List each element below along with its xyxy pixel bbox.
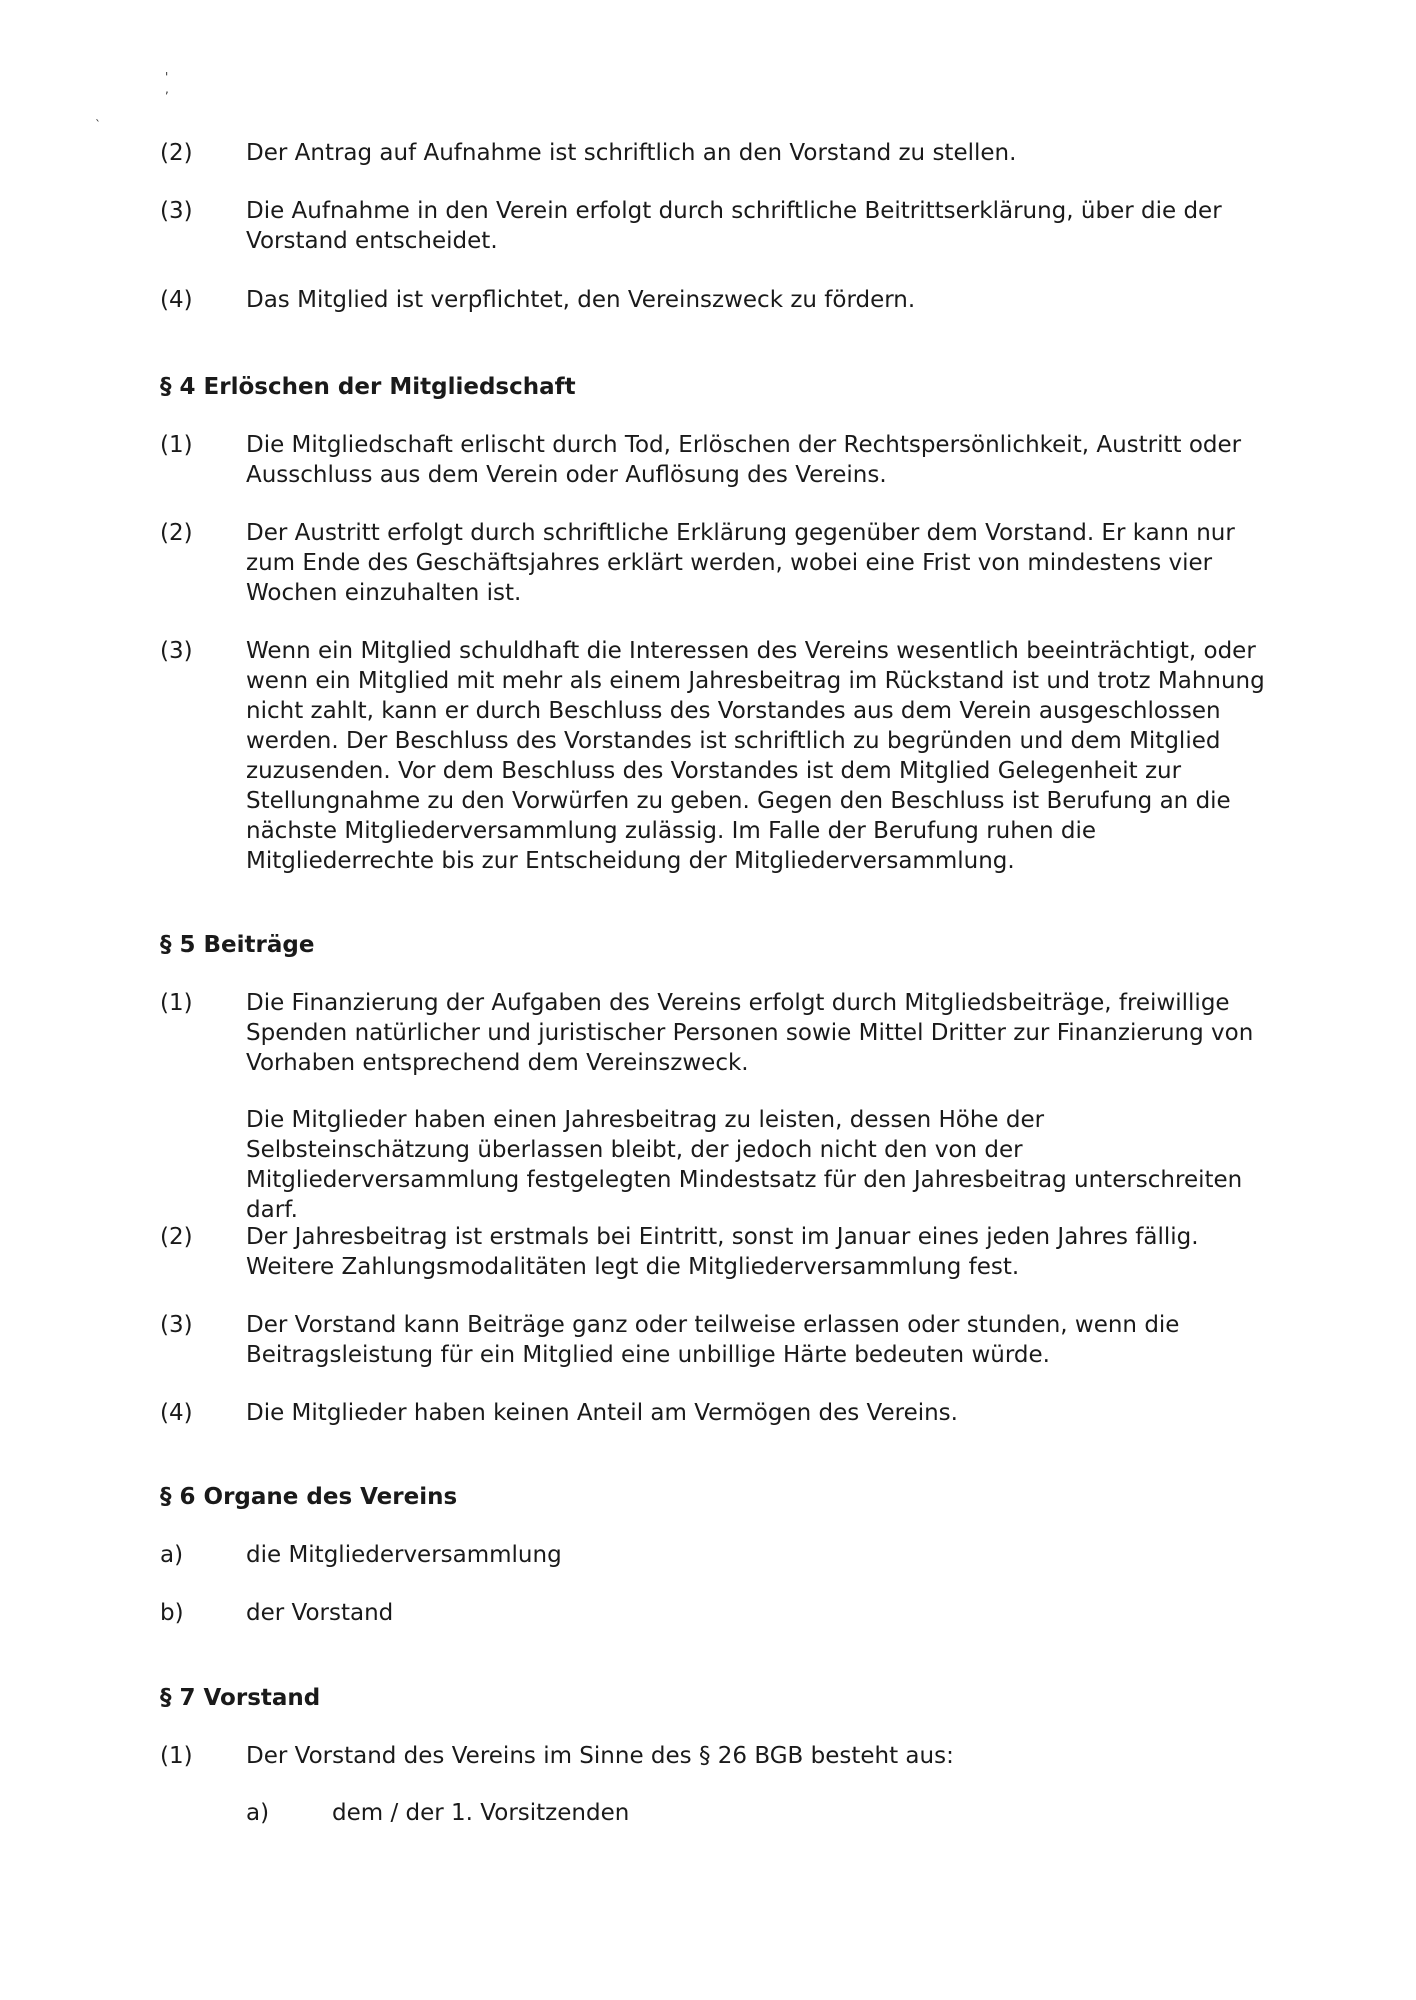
item-number: (4) xyxy=(160,287,193,313)
scan-mark: ' xyxy=(165,70,169,84)
item-number: a) xyxy=(160,1542,184,1568)
item-text: Wenn ein Mitglied schuldhaft die Interessen des Vereins wesentlich beeinträchtigt, oder wenn ein Mitglied mit mehr als einem Jahresbeitrag im Rückstand ist und trotz Mahnung nicht zahlt, kann er durch Beschluss des Vorstandes aus dem Verein ausgeschlossen werden. Der Beschluss des Vorstandes ist schriftlich zu begründen und dem Mitglied zuzusenden. Vor dem Beschluss des Vorstandes ist dem Mitglied Gelegenheit zur Stellungnahme zu den Vorwürfen zu geben. Gegen den Beschluss ist Berufung an die nächste Mitgliederversammlung zulässig. Im Falle der Berufung ruhen die Mitgliederrechte bis zur Entscheidung der Mitgliederversammlung. xyxy=(246,638,1265,874)
item-text: Die Aufnahme in den Verein erfolgt durch schriftliche Beitrittserklärung, über die der Vorstand entscheidet. xyxy=(246,198,1222,254)
item-number: a) xyxy=(246,1800,270,1826)
item-number: (1) xyxy=(160,990,193,1016)
item-number: (4) xyxy=(160,1400,193,1426)
item-number: b) xyxy=(160,1600,184,1626)
item-text: Das Mitglied ist verpflichtet, den Vereinszweck zu fördern. xyxy=(246,287,916,313)
paragraph-text: Die Mitglieder haben einen Jahresbeitrag zu leisten, dessen Höhe der Selbsteinschätzung überlassen bleibt, der jedoch nicht den von der Mitgliederversammlung festgelegten Mindestsatz für den Jahresbeitrag unterschreiten darf. xyxy=(246,1107,1243,1223)
section-heading: § 5 Beiträge xyxy=(160,932,315,958)
item-text: die Mitgliederversammlung xyxy=(246,1542,562,1568)
item-text: Der Austritt erfolgt durch schriftliche Erklärung gegenüber dem Vorstand. Er kann nur zum Ende des Geschäftsjahres erklärt werden, wobei eine Frist von mindestens vier Wochen einzuhalten ist. xyxy=(246,520,1235,606)
item-number: (2) xyxy=(160,1224,193,1250)
item-text: Der Vorstand kann Beiträge ganz oder teilweise erlassen oder stunden, wenn die Beitragsleistung für ein Mitglied eine unbillige Härte bedeuten würde. xyxy=(246,1312,1180,1368)
item-text: Die Mitgliedschaft erlischt durch Tod, Erlöschen der Rechtspersönlichkeit, Austritt oder Ausschluss aus dem Verein oder Auflösung des Vereins. xyxy=(246,432,1242,488)
item-text: Der Jahresbeitrag ist erstmals bei Eintritt, sonst im Januar eines jeden Jahres fällig. Weitere Zahlungsmodalitäten legt die Mitgliederversammlung fest. xyxy=(246,1224,1199,1280)
item-number: (1) xyxy=(160,432,193,458)
item-text: Die Finanzierung der Aufgaben des Vereins erfolgt durch Mitgliedsbeiträge, freiwillige Spenden natürlicher und juristischer Personen sowie Mittel Dritter zur Finanzierung von Vorhaben entsprechend dem Vereinszweck. xyxy=(246,990,1254,1076)
item-number: (2) xyxy=(160,520,193,546)
item-text: dem / der 1. Vorsitzenden xyxy=(332,1800,630,1826)
item-text: Die Mitglieder haben keinen Anteil am Vermögen des Vereins. xyxy=(246,1400,958,1426)
item-number: (3) xyxy=(160,638,193,664)
item-number: (3) xyxy=(160,1312,193,1338)
item-text: Der Antrag auf Aufnahme ist schriftlich an den Vorstand zu stellen. xyxy=(246,140,1017,166)
item-text: der Vorstand xyxy=(246,1600,394,1626)
scan-mark: , xyxy=(165,82,169,96)
item-text: Der Vorstand des Vereins im Sinne des § 26 BGB besteht aus: xyxy=(246,1743,954,1769)
section-heading: § 6 Organe des Vereins xyxy=(160,1484,458,1510)
section-heading: § 4 Erlöschen der Mitgliedschaft xyxy=(160,374,576,400)
section-heading: § 7 Vorstand xyxy=(160,1685,321,1711)
item-number: (1) xyxy=(160,1743,193,1769)
scan-mark: ` xyxy=(95,118,101,132)
item-number: (3) xyxy=(160,198,193,224)
item-number: (2) xyxy=(160,140,193,166)
